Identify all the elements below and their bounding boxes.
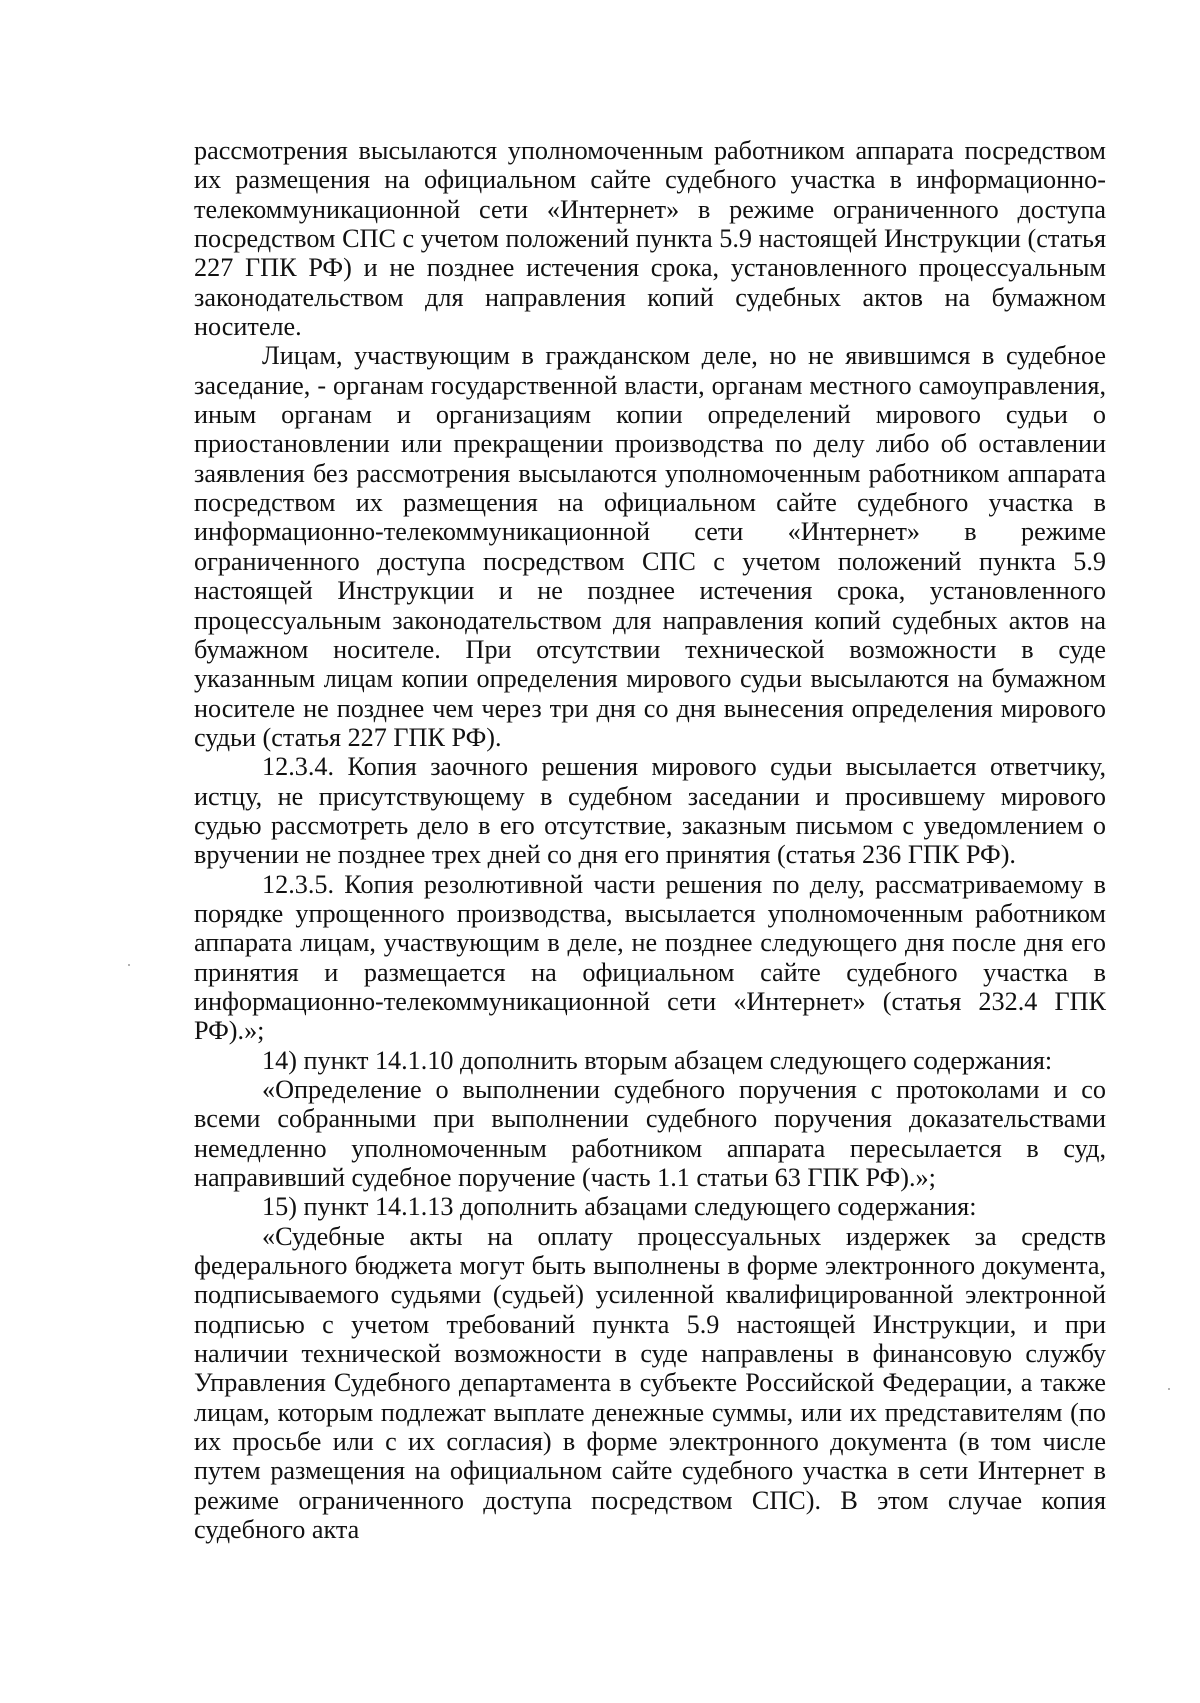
paragraph-item-14: 14) пункт 14.1.10 дополнить вторым абзацем следующего содержания: (262, 1045, 1053, 1075)
paragraph-12-3-5: 12.3.5. Копия резолютивной части решения по делу, рассматриваемому в порядке упрощенного производства, высылается уполномоченным работником аппарата лицам, участвующим в деле, не позднее следующего дня после дня его принятия и размещается на официальном сайте судебного участка в информационно-телекоммуникационной сети «Интернет» (статья 232.4 ГПК РФ).»; (194, 869, 1106, 1046)
paragraph-item-15: 15) пункт 14.1.13 дополнить абзацами следующего содержания: (262, 1192, 977, 1222)
paragraph-12-3-4: 12.3.4. Копия заочного решения мирового судьи высылается ответчику, истцу, не присутствующему в судебном заседании и просившему мирового судью рассмотреть дело в его отсутствие, заказным письмом с уведомлением о вручении не позднее трех дней со дня его принятия (статья 236 ГПК РФ). (194, 752, 1106, 870)
paragraph-procedural-costs: «Судебные акты на оплату процессуальных издержек за средств федерального бюджета могут быть выполнены в форме электронного документа, подписываемого судьями (судьей) усиленной квалифицированной электронной подписью с учетом требований пункта 5.9 настоящей Инструкции, и при наличии технической возможности в суде направлены в финансовую службу Управления Судебного департамента в субъекте Российской Федерации, а также лицам, которым подлежат выплате денежные суммы, или их представителям (по их просьбе или с их согласия) в форме электронного документа (в том числе путем размещения на официальном сайте судебного участка в сети Интернет в режиме ограниченного доступа посредством СПС). В этом случае копия судебного акта (194, 1221, 1106, 1545)
scan-speck (1168, 1388, 1170, 1390)
paragraph-continuation: рассмотрения высылаются уполномоченным работником аппарата посредством их размещения на официальном сайте судебного участка в информационно-телекоммуникационной сети «Интернет» в режиме ограниченного доступа посредством СПС с учетом положений пункта 5.9 настоящей Инструкции (статья 227 ГПК РФ) и не позднее истечения срока, установленного процессуальным законодательством для направления копий судебных актов на бумажном носителе. (194, 136, 1106, 342)
document-body (194, 136, 1106, 1545)
scan-speck (128, 964, 130, 966)
paragraph-court-order-definition: «Определение о выполнении судебного поручения с протоколами и со всеми собранными при выполнении судебного поручения доказательствами немедленно уполномоченным работником аппарата пересылается в суд, направивший судебное поручение (часть 1.1 статьи 63 ГПК РФ).»; (194, 1075, 1106, 1193)
paragraph-persons-not-present: Лицам, участвующим в гражданском деле, но не явившимся в судебное заседание, - органам государственной власти, органам местного самоуправления, иным органам и организациям копии определений мирового судьи о приостановлении или прекращении производства по делу либо об оставлении заявления без рассмотрения высылаются уполномоченным работником аппарата посредством их размещения на официальном сайте судебного участка в информационно-телекоммуникационной сети «Интернет» в режиме ограниченного доступа посредством СПС с учетом положений пункта 5.9 настоящей Инструкции и не позднее истечения срока, установленного процессуальным законодательством для направления копий судебных актов на бумажном носителе. При отсутствии технической возможности в суде указанным лицам копии определения мирового судьи высылаются на бумажном носителе не позднее чем через три дня со дня вынесения определения мирового судьи (статья 227 ГПК РФ). (194, 341, 1106, 752)
